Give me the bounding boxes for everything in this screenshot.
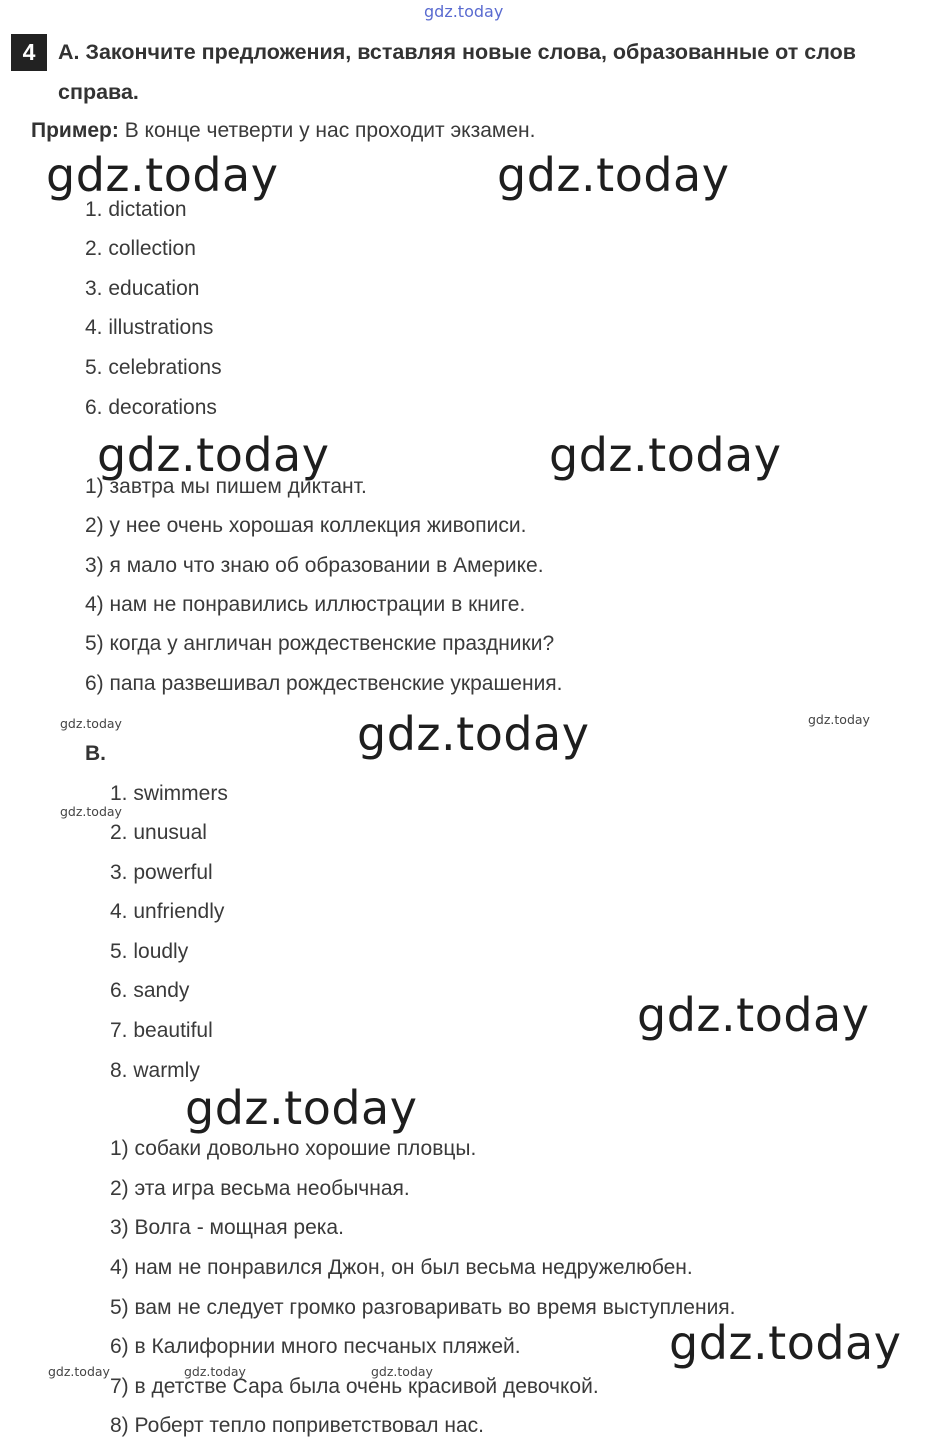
part-b-sentence: 1) собаки довольно хорошие пловцы. [110,1137,477,1160]
part-a-word: 3. education [85,277,200,300]
task-heading-line1: A. Закончите предложения, вставляя новые слова, образованные от слов [58,40,856,64]
example-line [31,119,535,143]
watermark-top: gdz.today [424,2,504,21]
watermark-small: gdz.today [48,1364,110,1379]
part-b-sentence: 7) в детстве Сара была очень красивой девочкой. [110,1375,599,1398]
watermark-small: gdz.today [371,1364,433,1379]
part-b-sentence: 8) Роберт тепло поприветствовал нас. [110,1414,484,1437]
part-b-label: B. [85,742,106,765]
watermark: gdz.today [97,428,330,482]
part-b-word: 1. swimmers [110,782,228,805]
part-a-word: 6. decorations [85,396,217,419]
part-b-word: 8. warmly [110,1059,200,1082]
example-text: В конце четверти у нас проходит экзамен. [118,119,536,142]
part-b-sentence: 4) нам не понравился Джон, он был весьма недружелюбен. [110,1256,693,1279]
part-a-word: 4. illustrations [85,316,214,339]
part-a-word: 2. collection [85,237,196,260]
part-b-sentence: 3) Волга - мощная река. [110,1216,344,1239]
watermark-small: gdz.today [808,712,870,727]
part-b-word: 6. sandy [110,979,190,1002]
part-a-sentence: 2) у нее очень хорошая коллекция живописи. [85,514,527,537]
task-number-badge: 4 [11,34,47,71]
part-b-sentence: 2) эта игра весьма необычная. [110,1177,410,1200]
watermark: gdz.today [669,1316,902,1370]
part-a-sentence: 4) нам не понравились иллюстрации в книге. [85,593,526,616]
watermark-small: gdz.today [60,716,122,731]
watermark: gdz.today [357,707,590,761]
part-b-word: 5. loudly [110,940,189,963]
part-b-word: 2. unusual [110,821,207,844]
watermark: gdz.today [185,1081,418,1135]
part-a-sentence: 5) когда у англичан рождественские праздники? [85,632,555,655]
part-b-sentence: 6) в Калифорнии много песчаных пляжей. [110,1335,521,1358]
part-a-word: 5. celebrations [85,356,222,379]
watermark: gdz.today [46,148,279,202]
watermark-small: gdz.today [184,1364,246,1379]
part-b-word: 4. unfriendly [110,900,225,923]
task-heading-line2: справа. [58,80,139,104]
watermark-small: gdz.today [60,804,122,819]
watermark: gdz.today [549,428,782,482]
part-a-sentence: 1) завтра мы пишем диктант. [85,475,367,498]
part-b-sentence: 5) вам не следует громко разговаривать во время выступления. [110,1296,736,1319]
part-b-word: 7. beautiful [110,1019,213,1042]
part-a-word: 1. dictation [85,198,187,221]
watermark: gdz.today [497,148,730,202]
part-a-sentence: 6) папа развешивал рождественские украшения. [85,672,563,695]
example-label: Пример: [31,119,119,142]
part-b-word: 3. powerful [110,861,213,884]
part-a-sentence: 3) я мало что знаю об образовании в Америке. [85,554,544,577]
watermark: gdz.today [637,988,870,1042]
